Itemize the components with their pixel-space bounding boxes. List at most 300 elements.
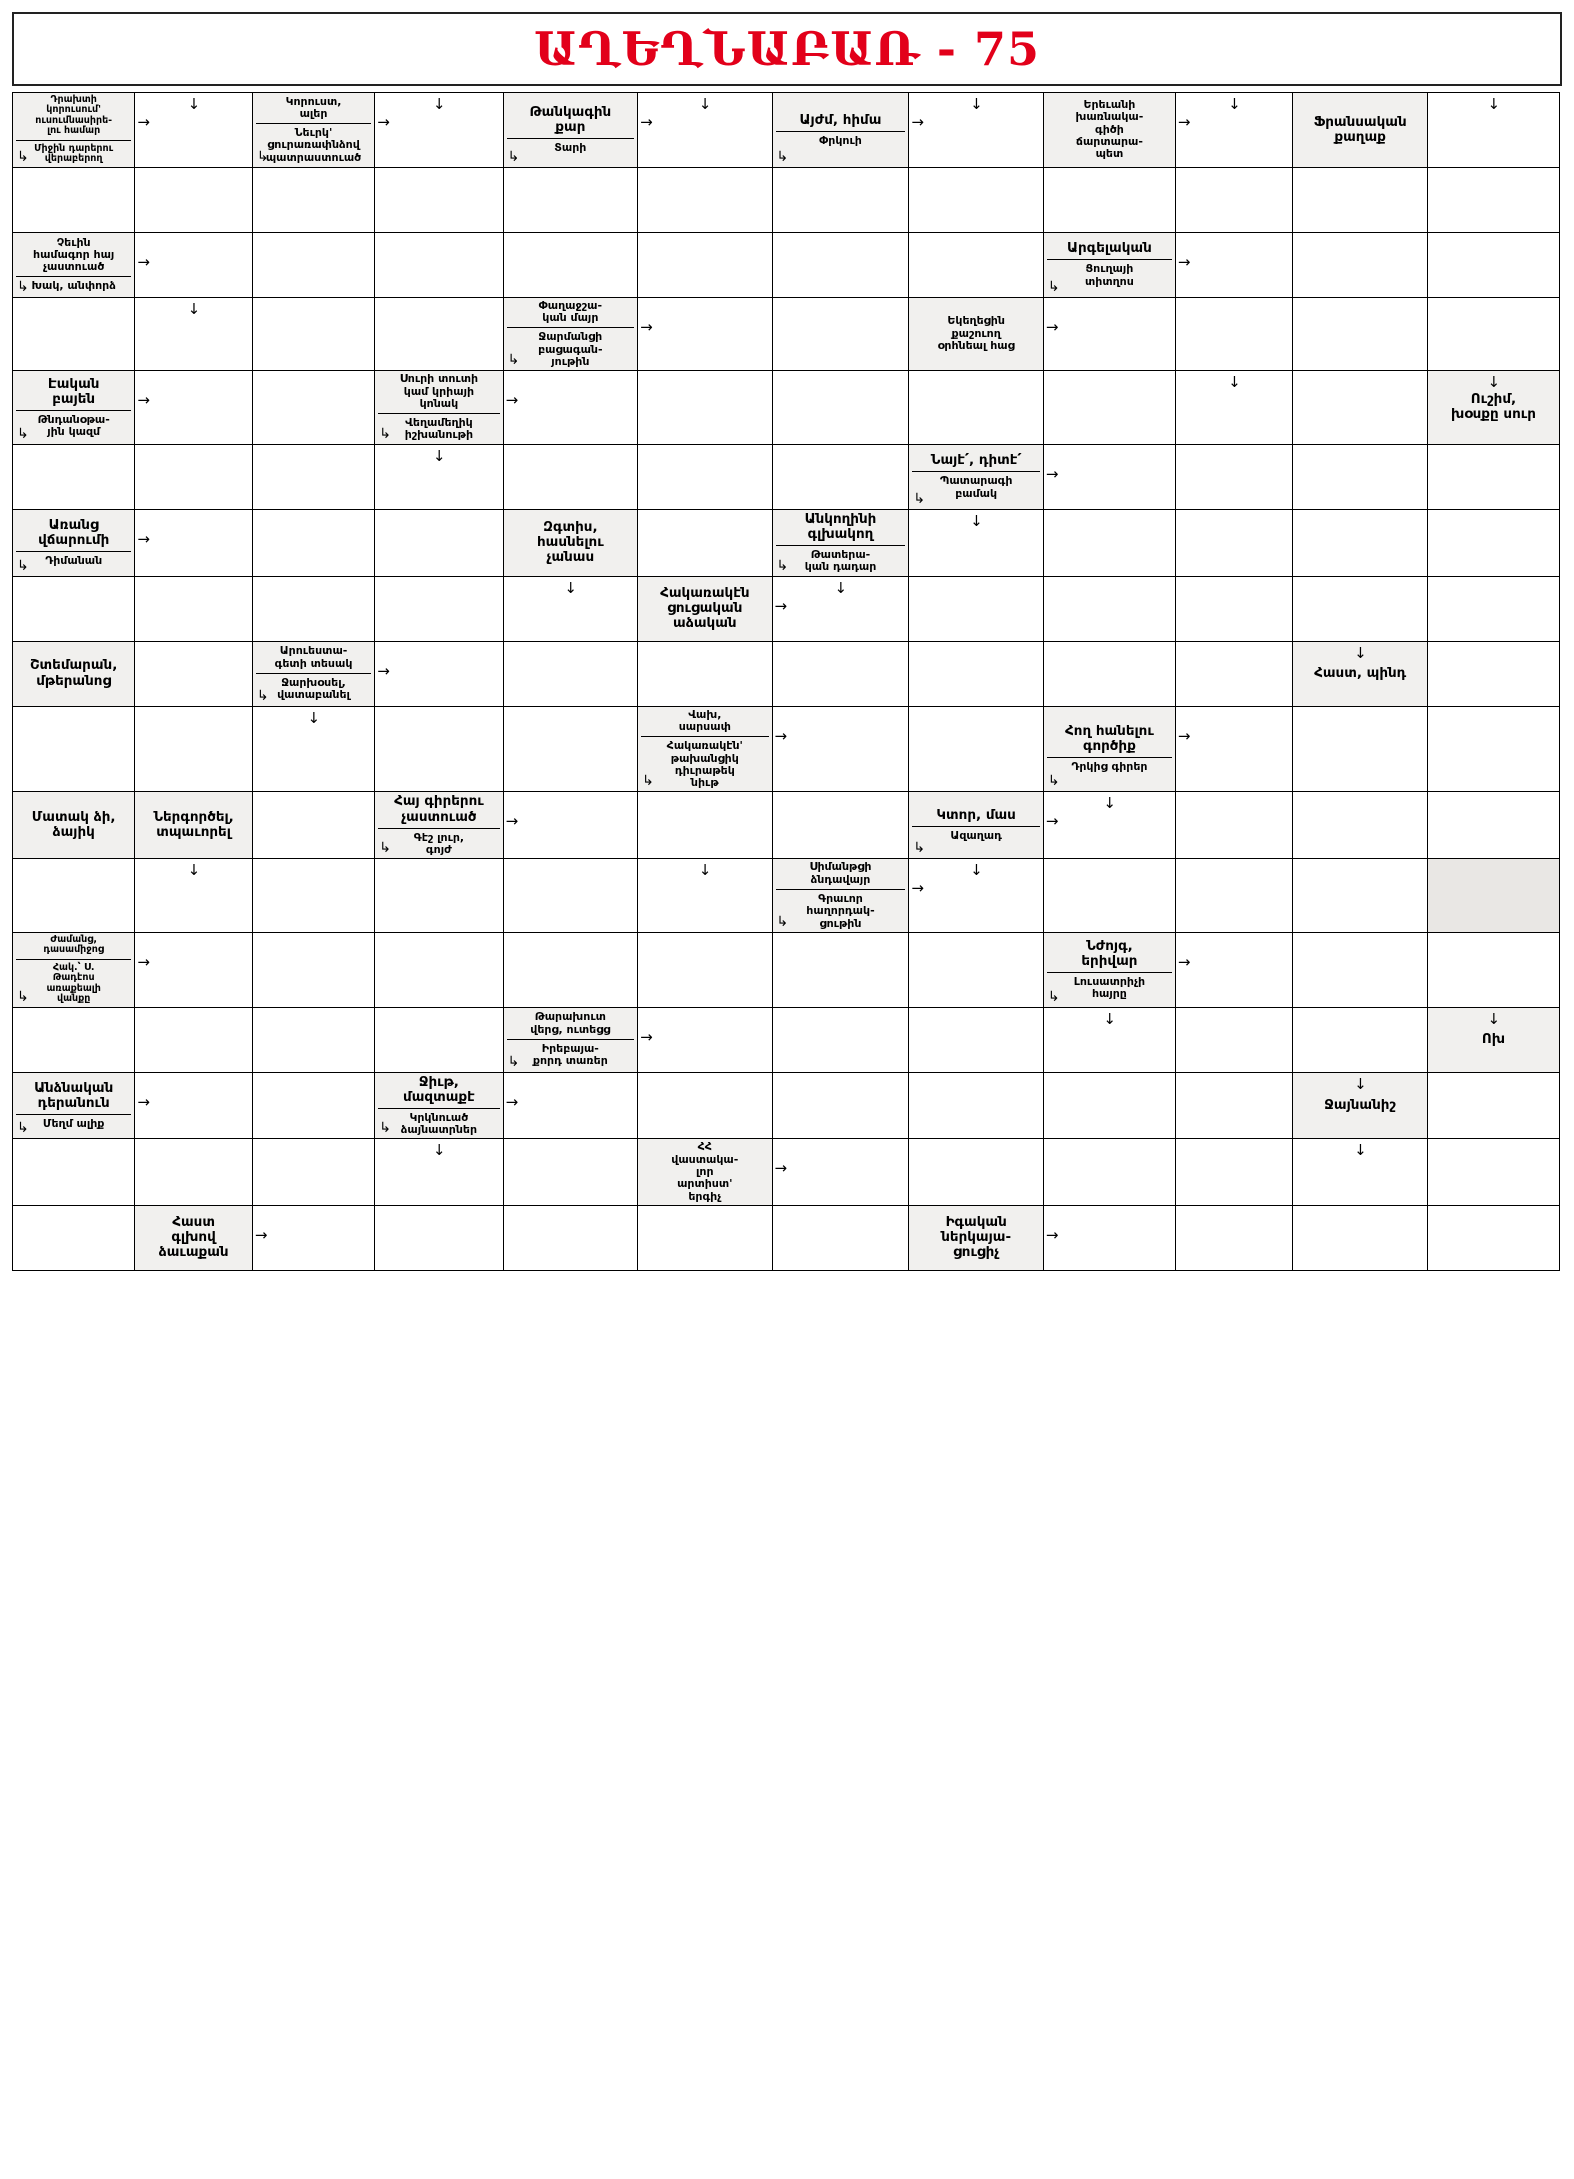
clue-text: Այժմ, հիմա	[799, 111, 882, 128]
answer-cell[interactable]	[503, 1205, 637, 1270]
clue-cell[interactable]	[135, 792, 253, 859]
answer-cell[interactable]	[1175, 444, 1293, 509]
clue-cell[interactable]	[1293, 93, 1427, 168]
clue-text: Թատերա-	[810, 547, 871, 561]
clue-cell[interactable]	[252, 641, 374, 706]
clue-cell[interactable]	[772, 509, 909, 576]
answer-cell[interactable]	[1427, 232, 1559, 297]
arrow-right-icon: →	[640, 113, 653, 131]
answer-cell[interactable]	[252, 167, 374, 232]
arrow-elbow-icon: ↳	[913, 490, 926, 507]
clue-cell[interactable]	[135, 1205, 253, 1270]
answer-cell[interactable]	[772, 1007, 909, 1072]
clue-body	[773, 859, 909, 932]
answer-cell[interactable]	[13, 576, 135, 641]
answer-cell[interactable]	[13, 444, 135, 509]
answer-cell[interactable]	[1293, 371, 1427, 445]
answer-cell[interactable]	[1427, 1072, 1559, 1139]
clue-divider	[16, 959, 131, 960]
answer-cell[interactable]	[252, 444, 374, 509]
clue-text: վերց, ուտեցց	[530, 1022, 611, 1036]
clue-divider	[776, 545, 906, 546]
answer-cell[interactable]	[135, 167, 253, 232]
clue-text: խառնակա-	[1075, 110, 1144, 124]
answer-cell[interactable]	[135, 509, 253, 576]
answer-cell[interactable]	[375, 932, 503, 1007]
clue-cell[interactable]	[375, 371, 503, 445]
answer-cell[interactable]	[1293, 792, 1427, 859]
clue-text: Էական	[47, 375, 100, 392]
clue-text: Կորուստ,	[285, 94, 342, 108]
answer-cell[interactable]	[772, 1072, 909, 1139]
clue-cell[interactable]	[252, 93, 374, 168]
answer-cell[interactable]	[1427, 932, 1559, 1007]
clue-text: Երեւանի	[1083, 98, 1136, 112]
answer-cell[interactable]	[909, 641, 1043, 706]
arrow-down-icon: ↓	[1354, 1074, 1367, 1093]
answer-cell[interactable]	[252, 1072, 374, 1139]
clue-body	[504, 510, 637, 576]
clue-cell[interactable]	[1427, 371, 1559, 445]
answer-cell[interactable]	[1175, 576, 1293, 641]
clue-cell[interactable]	[13, 371, 135, 445]
clue-cell[interactable]	[13, 509, 135, 576]
answer-cell[interactable]	[1043, 1205, 1175, 1270]
answer-cell[interactable]	[1293, 576, 1427, 641]
answer-cell[interactable]	[772, 1139, 909, 1206]
answer-cell[interactable]	[135, 444, 253, 509]
answer-cell[interactable]	[772, 297, 909, 371]
clue-cell[interactable]	[375, 1072, 503, 1139]
answer-cell[interactable]	[1043, 167, 1175, 232]
answer-cell[interactable]	[13, 1139, 135, 1206]
answer-cell[interactable]	[772, 792, 909, 859]
answer-cell[interactable]	[135, 641, 253, 706]
answer-cell[interactable]	[638, 93, 772, 168]
answer-cell[interactable]	[1293, 706, 1427, 792]
clue-cell[interactable]	[503, 1007, 637, 1072]
arrow-elbow-icon: ↳	[379, 1120, 391, 1137]
answer-cell[interactable]	[909, 859, 1043, 933]
clue-cell[interactable]	[909, 1205, 1043, 1270]
arrow-down-icon: ↓	[187, 861, 201, 880]
answer-cell[interactable]	[135, 93, 253, 168]
answer-cell[interactable]	[638, 509, 772, 576]
clue-cell[interactable]	[503, 509, 637, 576]
answer-cell[interactable]	[638, 641, 772, 706]
answer-cell[interactable]	[503, 444, 637, 509]
clue-text: Գրաւոր	[818, 891, 863, 905]
clue-cell[interactable]	[638, 1139, 772, 1206]
answer-cell[interactable]	[1427, 792, 1559, 859]
clue-text: իշխանութի	[404, 428, 474, 442]
answer-cell[interactable]	[1175, 1205, 1293, 1270]
answer-cell[interactable]	[135, 297, 253, 371]
clue-body	[1044, 707, 1175, 792]
answer-cell[interactable]	[503, 371, 637, 445]
answer-cell[interactable]	[1175, 1007, 1293, 1072]
clue-cell[interactable]	[1043, 232, 1175, 297]
answer-cell[interactable]	[1427, 706, 1559, 792]
answer-cell[interactable]	[1427, 444, 1559, 509]
clue-body	[773, 510, 909, 576]
clue-cell[interactable]	[909, 297, 1043, 371]
clue-body	[253, 642, 374, 706]
answer-cell[interactable]	[503, 1072, 637, 1139]
clue-text: Փրկուի	[819, 133, 862, 147]
answer-cell[interactable]	[252, 232, 374, 297]
answer-cell[interactable]	[909, 576, 1043, 641]
clue-text: բացագան-	[538, 342, 603, 356]
answer-cell[interactable]	[252, 576, 374, 641]
answer-cell[interactable]	[638, 297, 772, 371]
clue-text: Տարի	[554, 141, 587, 155]
clue-text: Կտոր, մաս	[936, 807, 1016, 824]
clue-text: ձնդավայր	[810, 872, 871, 886]
arrow-elbow-icon: ↳	[17, 1120, 29, 1137]
answer-cell[interactable]	[13, 859, 135, 933]
answer-cell[interactable]	[1175, 93, 1293, 168]
answer-cell[interactable]	[638, 232, 772, 297]
answer-cell[interactable]	[135, 1007, 253, 1072]
answer-cell[interactable]	[1175, 792, 1293, 859]
clue-cell[interactable]	[1293, 641, 1427, 706]
answer-cell[interactable]	[909, 371, 1043, 445]
answer-cell[interactable]	[503, 167, 637, 232]
clue-text: քաշուող	[951, 326, 1001, 340]
answer-cell[interactable]	[1293, 444, 1427, 509]
clue-body	[1044, 933, 1175, 1007]
arrow-elbow-icon: ↳	[507, 1053, 520, 1070]
answer-cell[interactable]	[772, 1205, 909, 1270]
clue-text: յին կազմ	[47, 425, 101, 439]
clue-divider	[641, 736, 768, 737]
clue-text: կոնակ	[419, 396, 459, 410]
arrow-down-icon: ↓	[1354, 1141, 1367, 1160]
clue-body	[13, 792, 134, 858]
answer-cell[interactable]	[252, 371, 374, 445]
answer-cell[interactable]	[252, 1205, 374, 1270]
answer-cell[interactable]	[252, 706, 374, 792]
clue-text: համագոր հայ	[33, 247, 115, 261]
answer-cell[interactable]	[503, 859, 637, 933]
arrow-down-icon: ↓	[1354, 643, 1367, 662]
answer-cell[interactable]	[638, 1007, 772, 1072]
answer-cell[interactable]	[1043, 444, 1175, 509]
answer-cell[interactable]	[375, 641, 503, 706]
answer-cell[interactable]	[1293, 167, 1427, 232]
answer-cell[interactable]	[375, 1007, 503, 1072]
answer-cell[interactable]	[252, 859, 374, 933]
clue-divider	[507, 1039, 634, 1040]
answer-cell[interactable]	[503, 641, 637, 706]
arrow-elbow-icon: ↳	[776, 913, 789, 930]
answer-cell[interactable]	[1427, 297, 1559, 371]
answer-cell[interactable]	[375, 297, 503, 371]
clue-text: վատաբանել	[277, 688, 350, 702]
clue-body	[135, 1206, 252, 1270]
clue-text: երիվար	[1081, 952, 1138, 969]
answer-cell[interactable]	[1043, 1139, 1175, 1206]
clue-cell[interactable]	[375, 792, 503, 859]
answer-cell[interactable]	[1175, 371, 1293, 445]
answer-cell[interactable]	[909, 1072, 1043, 1139]
answer-cell[interactable]	[135, 1139, 253, 1206]
answer-cell[interactable]	[638, 932, 772, 1007]
arrow-elbow-icon: ↳	[1047, 278, 1060, 295]
answer-cell[interactable]	[375, 1139, 503, 1206]
answer-cell[interactable]	[375, 444, 503, 509]
clue-cell[interactable]	[1293, 1072, 1427, 1139]
answer-cell[interactable]	[1293, 297, 1427, 371]
answer-cell[interactable]	[909, 1007, 1043, 1072]
arrow-right-icon: →	[505, 812, 519, 831]
arrow-right-icon: →	[137, 113, 150, 131]
answer-cell[interactable]	[909, 932, 1043, 1007]
clue-text: Մատակ ձի,	[31, 809, 116, 826]
answer-cell[interactable]	[1175, 932, 1293, 1007]
clue-text: ձաւաքան	[158, 1244, 229, 1261]
arrow-elbow-icon: ↳	[17, 425, 29, 442]
answer-cell[interactable]	[638, 1072, 772, 1139]
clue-text: Անկողինի	[804, 510, 877, 527]
clue-text: քաղաք	[1334, 128, 1386, 145]
clue-text: վերաբերող	[44, 153, 103, 165]
clue-text: Արուեստա-	[279, 644, 348, 658]
answer-cell[interactable]	[252, 792, 374, 859]
clue-cell[interactable]	[13, 792, 135, 859]
clue-text: Դիմանան	[45, 554, 103, 568]
answer-cell[interactable]	[135, 232, 253, 297]
answer-cell[interactable]	[503, 232, 637, 297]
clue-cell[interactable]	[13, 932, 135, 1007]
clue-text: Խակ, անփորձ	[31, 279, 116, 293]
answer-cell[interactable]	[1043, 297, 1175, 371]
clue-text: Իգական	[945, 1214, 1007, 1231]
answer-cell[interactable]	[1293, 1007, 1427, 1072]
answer-cell[interactable]	[1427, 509, 1559, 576]
clue-body	[1044, 93, 1175, 167]
answer-cell[interactable]	[1175, 297, 1293, 371]
answer-cell[interactable]	[638, 444, 772, 509]
answer-cell[interactable]	[503, 932, 637, 1007]
answer-cell[interactable]	[909, 1139, 1043, 1206]
answer-cell[interactable]	[1043, 1007, 1175, 1072]
clue-cell[interactable]	[1043, 932, 1175, 1007]
answer-cell[interactable]	[375, 93, 503, 168]
grid-row	[13, 932, 1560, 1007]
clue-text: Ֆրանսական	[1313, 113, 1407, 130]
clue-body	[504, 298, 637, 371]
clue-cell[interactable]	[772, 93, 909, 168]
answer-cell[interactable]	[1175, 706, 1293, 792]
arrow-right-icon: →	[377, 113, 390, 131]
clue-text: ձայնատրներ	[400, 1123, 478, 1137]
answer-cell[interactable]	[503, 576, 637, 641]
answer-cell[interactable]	[1427, 576, 1559, 641]
answer-cell[interactable]	[909, 167, 1043, 232]
answer-cell[interactable]	[375, 232, 503, 297]
clue-text: երգիչ	[688, 1189, 722, 1203]
clue-body	[504, 1008, 637, 1072]
answer-cell[interactable]	[375, 576, 503, 641]
answer-cell[interactable]	[135, 1072, 253, 1139]
answer-cell[interactable]	[1293, 509, 1427, 576]
answer-cell[interactable]	[135, 859, 253, 933]
answer-cell[interactable]	[909, 232, 1043, 297]
answer-cell[interactable]	[1427, 1139, 1559, 1206]
arrow-elbow-icon: ↳	[256, 687, 269, 704]
answer-cell[interactable]	[13, 167, 135, 232]
answer-cell[interactable]	[638, 371, 772, 445]
answer-cell[interactable]	[772, 641, 909, 706]
answer-cell[interactable]	[1175, 641, 1293, 706]
answer-cell[interactable]	[252, 1007, 374, 1072]
answer-cell[interactable]	[772, 444, 909, 509]
answer-cell[interactable]	[1293, 859, 1427, 933]
answer-cell[interactable]	[13, 1205, 135, 1270]
clue-text: բայեն	[52, 390, 96, 407]
arrow-elbow-icon: ↳	[913, 840, 926, 857]
clue-cell[interactable]	[772, 859, 909, 933]
answer-cell[interactable]	[638, 859, 772, 933]
answer-cell[interactable]	[1175, 859, 1293, 933]
answer-cell[interactable]	[1175, 232, 1293, 297]
clue-body	[1293, 93, 1426, 167]
answer-cell[interactable]	[1293, 232, 1427, 297]
clue-text: Ջարխօսել,	[281, 676, 346, 690]
arrow-elbow-icon: ↳	[776, 148, 789, 165]
clue-cell[interactable]	[503, 93, 637, 168]
answer-cell[interactable]	[375, 167, 503, 232]
arrow-right-icon: →	[137, 391, 150, 410]
clue-text: քորդ տառեր	[532, 1054, 608, 1068]
answer-cell[interactable]	[1427, 167, 1559, 232]
clue-text: Ջիւթ,	[418, 1073, 459, 1090]
arrow-right-icon: →	[1177, 252, 1191, 271]
clue-divider	[1047, 259, 1172, 260]
answer-cell[interactable]	[1043, 859, 1175, 933]
clue-cell[interactable]	[909, 792, 1043, 859]
answer-cell[interactable]	[503, 706, 637, 792]
clue-cell[interactable]	[1427, 1007, 1559, 1072]
answer-cell[interactable]	[772, 232, 909, 297]
answer-cell[interactable]	[135, 706, 253, 792]
answer-cell[interactable]	[772, 371, 909, 445]
answer-cell[interactable]	[503, 792, 637, 859]
answer-cell[interactable]	[638, 167, 772, 232]
answer-cell[interactable]	[909, 509, 1043, 576]
clue-text: Լուսատրիչի	[1073, 974, 1146, 988]
answer-cell[interactable]	[638, 1205, 772, 1270]
answer-cell[interactable]	[375, 706, 503, 792]
answer-cell[interactable]	[13, 706, 135, 792]
answer-cell[interactable]	[1043, 1072, 1175, 1139]
answer-cell[interactable]	[1175, 1072, 1293, 1139]
clue-cell[interactable]	[909, 444, 1043, 509]
clue-cell[interactable]	[1043, 93, 1175, 168]
clue-cell[interactable]	[1043, 706, 1175, 792]
answer-cell[interactable]	[1043, 509, 1175, 576]
answer-cell[interactable]	[1293, 932, 1427, 1007]
arrow-elbow-icon: ↳	[17, 278, 29, 295]
answer-cell[interactable]	[909, 93, 1043, 168]
answer-cell[interactable]	[252, 1139, 374, 1206]
answer-cell[interactable]	[252, 932, 374, 1007]
answer-cell[interactable]	[375, 1205, 503, 1270]
clue-text: վաստակա-	[671, 1152, 739, 1166]
grid-row	[13, 232, 1560, 297]
answer-cell[interactable]	[772, 576, 909, 641]
clue-text: Հակառակէն	[660, 584, 750, 601]
clue-text: Գէշ լուր,	[413, 830, 465, 844]
clue-divider	[507, 327, 634, 328]
answer-cell[interactable]	[772, 167, 909, 232]
clue-text: ներկայա-	[941, 1229, 1012, 1246]
answer-cell[interactable]	[1043, 641, 1175, 706]
grid-row	[13, 1007, 1560, 1072]
clue-text: Ջարմանցի	[538, 330, 603, 344]
answer-cell[interactable]	[375, 509, 503, 576]
answer-cell[interactable]	[375, 859, 503, 933]
answer-cell[interactable]	[909, 706, 1043, 792]
answer-cell[interactable]	[1293, 1139, 1427, 1206]
answer-cell[interactable]	[13, 297, 135, 371]
answer-cell[interactable]	[1175, 167, 1293, 232]
answer-cell[interactable]	[1043, 371, 1175, 445]
clue-cell[interactable]	[503, 297, 637, 371]
answer-cell[interactable]	[135, 576, 253, 641]
clue-cell[interactable]	[13, 641, 135, 706]
clue-text: հաղորդակ-	[806, 904, 875, 918]
answer-cell[interactable]	[1043, 792, 1175, 859]
arrow-elbow-icon: ↳	[507, 352, 520, 369]
page-title-box	[12, 12, 1562, 86]
answer-cell[interactable]	[252, 297, 374, 371]
answer-cell[interactable]	[1427, 1205, 1559, 1270]
clue-cell[interactable]	[638, 706, 772, 792]
arrow-right-icon: →	[774, 596, 788, 615]
answer-cell[interactable]	[1427, 641, 1559, 706]
answer-cell[interactable]	[772, 932, 909, 1007]
answer-cell[interactable]	[1293, 1205, 1427, 1270]
clue-body	[504, 93, 637, 167]
answer-cell[interactable]	[638, 792, 772, 859]
answer-cell[interactable]	[1427, 93, 1559, 168]
clue-cell[interactable]	[13, 1072, 135, 1139]
answer-cell[interactable]	[1175, 1139, 1293, 1206]
clue-text: Սուրի տուտի	[399, 372, 479, 386]
clue-cell[interactable]	[638, 576, 772, 641]
answer-cell[interactable]	[1043, 576, 1175, 641]
answer-cell[interactable]	[135, 932, 253, 1007]
answer-cell[interactable]	[135, 371, 253, 445]
answer-cell[interactable]	[503, 1139, 637, 1206]
clue-text: Փաղաջշա-	[538, 298, 603, 312]
grid-row	[13, 444, 1560, 509]
clue-text: ալեր	[299, 106, 328, 120]
shaded-cell[interactable]	[1427, 859, 1559, 933]
clue-text: ուսումնասիրե-	[35, 114, 113, 126]
answer-cell[interactable]	[252, 509, 374, 576]
answer-cell[interactable]	[772, 706, 909, 792]
clue-divider	[1047, 972, 1172, 973]
answer-cell[interactable]	[13, 1007, 135, 1072]
clue-body	[13, 93, 134, 167]
clue-cell[interactable]	[13, 232, 135, 297]
answer-cell[interactable]	[1175, 509, 1293, 576]
clue-cell[interactable]	[13, 93, 135, 168]
